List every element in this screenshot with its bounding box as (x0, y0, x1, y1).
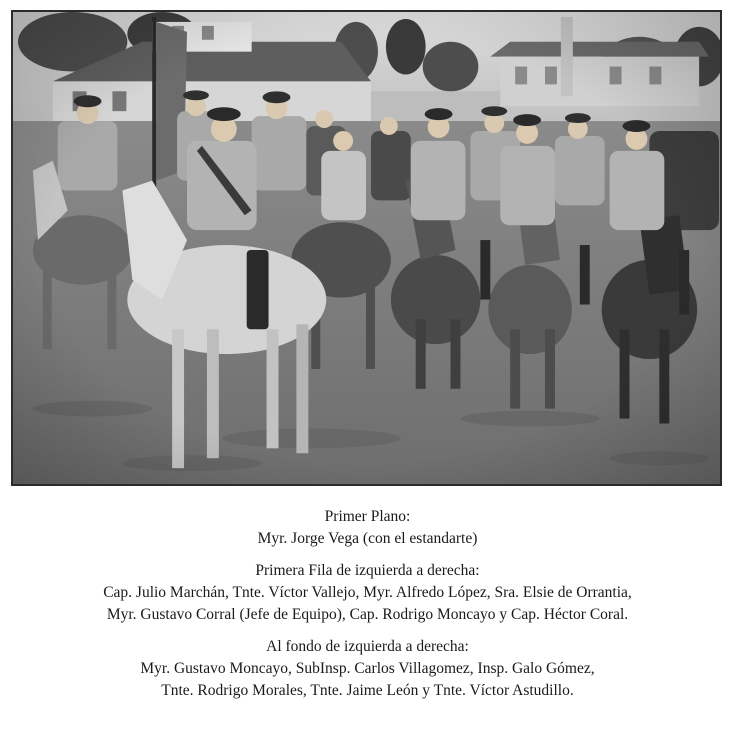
group-photograph (11, 10, 722, 486)
caption-foreground (0, 506, 735, 550)
photo-caption (0, 506, 735, 712)
caption-foreground-line: Myr. Jorge Vega (con el estandarte) (257, 530, 478, 547)
caption-foreground-heading: Primer Plano: (324, 508, 411, 525)
caption-background-line: Myr. Gustavo Moncayo, SubInsp. Carlos Villagomez, Insp. Galo Gómez, (140, 660, 595, 677)
caption-first-row (0, 560, 735, 626)
caption-background-line: Tnte. Rodrigo Morales, Tnte. Jaime León y Tnte. Víctor Astudillo. (161, 682, 574, 699)
caption-first-row-line: Myr. Gustavo Corral (Jefe de Equipo), Cap. Rodrigo Moncayo y Cap. Héctor Coral. (106, 606, 629, 623)
caption-first-row-line: Cap. Julio Marchán, Tnte. Víctor Vallejo, Myr. Alfredo López, Sra. Elsie de Orrantia, (103, 584, 632, 601)
caption-background-heading: Al fondo de izquierda a derecha: (266, 638, 469, 655)
photo-illustration (13, 12, 720, 484)
caption-background (0, 636, 735, 702)
caption-first-row-heading: Primera Fila de izquierda a derecha: (255, 562, 480, 579)
